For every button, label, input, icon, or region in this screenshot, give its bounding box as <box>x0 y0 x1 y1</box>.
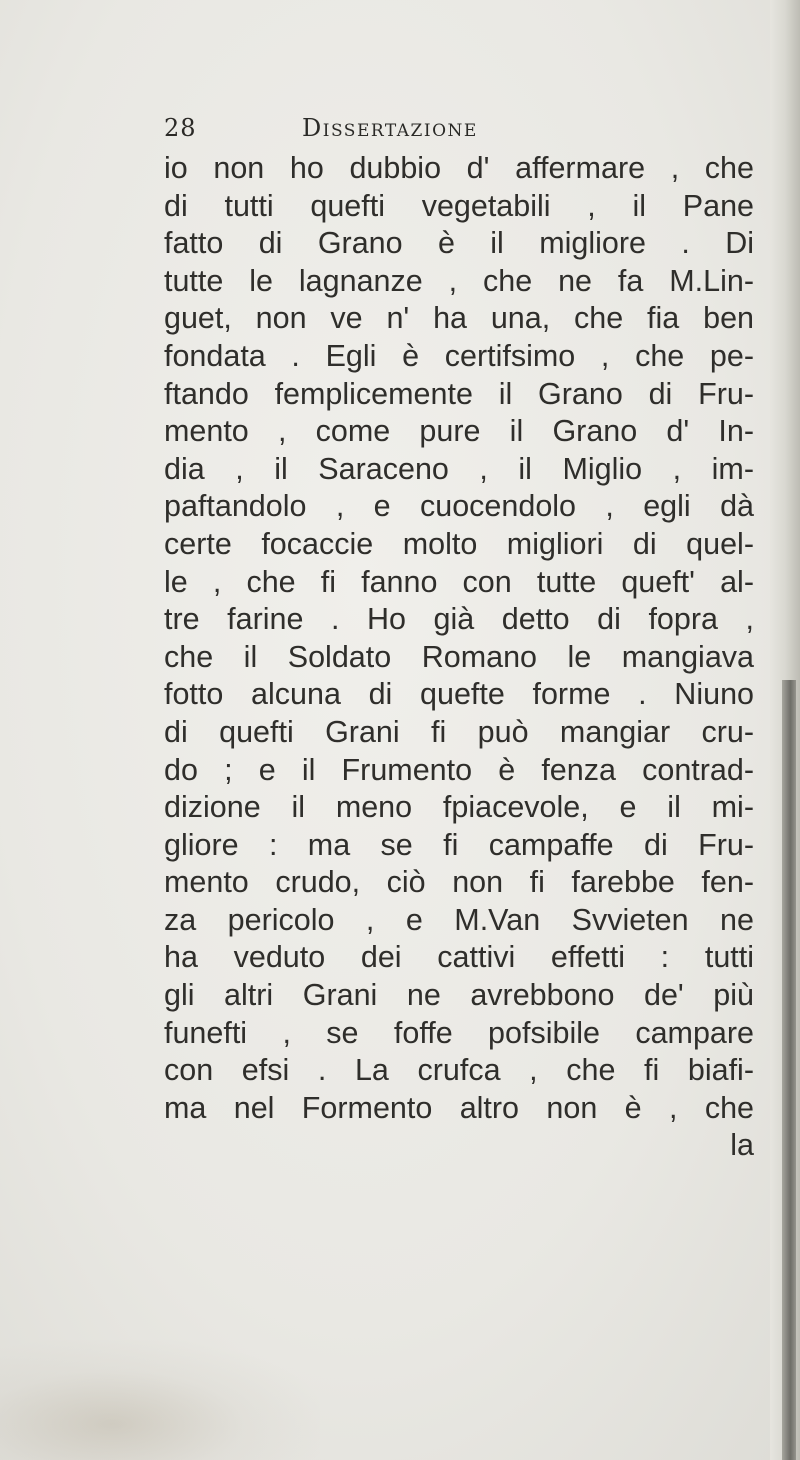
body-text <box>164 150 754 1165</box>
text-line: tutte le lagnanze , che ne fa M.Lin- <box>164 263 754 298</box>
text-line: dizione il meno fpiacevole, e il mi- <box>164 790 754 825</box>
text-line: certe focaccie molto migliori di quel- <box>164 526 754 561</box>
catchword: la <box>730 1128 754 1163</box>
text-line: le , che fi fanno con tutte queft' al- <box>164 564 754 599</box>
text-line: ma nel Formento altro non è , che <box>164 1090 754 1125</box>
text-line: fatto di Grano è il migliore . Di <box>164 226 754 261</box>
text-line: do ; e il Frumento è fenza contrad- <box>164 752 754 787</box>
page-header <box>164 108 764 152</box>
text-line: ha veduto dei cattivi effetti : tutti <box>164 940 754 975</box>
page-number: 28 <box>164 114 197 142</box>
text-line: con efsi . La crufca , che fi biafi- <box>164 1053 754 1088</box>
text-line: di quefti Grani fi può mangiar cru- <box>164 714 754 749</box>
text-line: funefti , se foffe pofsibile campare <box>164 1015 754 1050</box>
paper-stain <box>0 1340 320 1460</box>
text-line: guet, non ve n' ha una, che fia ben <box>164 301 754 336</box>
text-line: gli altri Grani ne avrebbono de' più <box>164 978 754 1013</box>
text-line: za pericolo , e M.Van Svvieten ne <box>164 902 754 937</box>
page-edge-shadow <box>770 0 800 1460</box>
binding-edge <box>782 680 796 1460</box>
text-line: che il Soldato Romano le mangiava <box>164 639 754 674</box>
text-line: paftandolo , e cuocendolo , egli dà <box>164 489 754 524</box>
text-line: mento , come pure il Grano d' In- <box>164 414 754 449</box>
text-line: dia , il Saraceno , il Miglio , im- <box>164 451 754 486</box>
text-line: di tutti quefti vegetabili , il Pane <box>164 188 754 223</box>
text-line: fotto alcuna di quefte forme . Niuno <box>164 677 754 712</box>
text-line: io non ho dubbio d' affermare , che <box>164 151 754 185</box>
text-line: fondata . Egli è certifsimo , che pe- <box>164 338 754 373</box>
text-line: tre farine . Ho già detto di fopra , <box>164 602 754 637</box>
text-line: ftando femplicemente il Grano di Fru- <box>164 376 754 411</box>
running-title: Dissertazione <box>302 114 478 142</box>
text-line: mento crudo, ciò non fi farebbe fen- <box>164 865 754 900</box>
text-line: gliore : ma se fi campaffe di Fru- <box>164 827 754 862</box>
